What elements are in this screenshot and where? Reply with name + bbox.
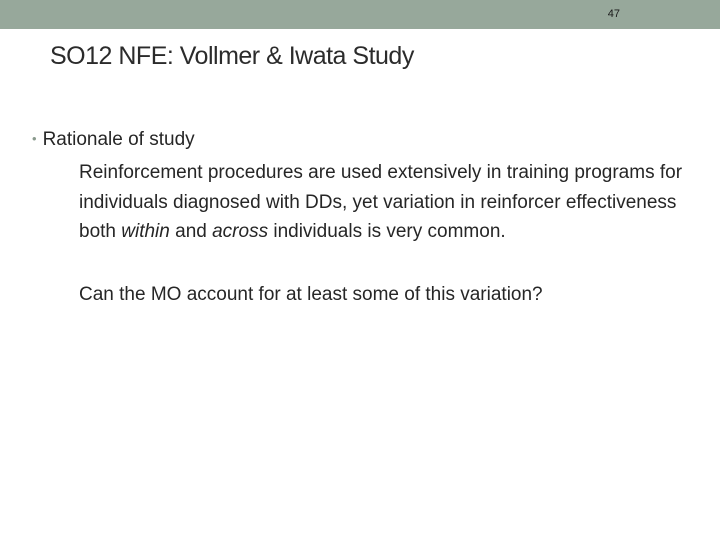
slide-number: 47 [607,8,620,20]
paragraph-text-3: individuals is very common. [268,221,506,242]
paragraph-text-2: and [169,221,213,242]
slide-body [32,127,692,309]
paragraph-italic-across: across [212,221,269,242]
bullet-text: Rationale of study [42,129,195,150]
bullet-dot-icon: • [32,131,37,146]
bullet-item [32,127,692,152]
paragraph-text-1: Reinforcement procedures are used extensively in training programs for individuals diagnosed with DDs, yet variation in reinforcer effectiveness both [79,162,683,242]
rationale-paragraph [32,158,692,247]
question-paragraph: Can the MO account for at least some of this variation? [79,283,543,305]
paragraph-italic-within: within [121,221,170,242]
slide-title: SO12 NFE: Vollmer & Iwata Study [50,42,414,70]
slide-header-bar [0,0,720,29]
